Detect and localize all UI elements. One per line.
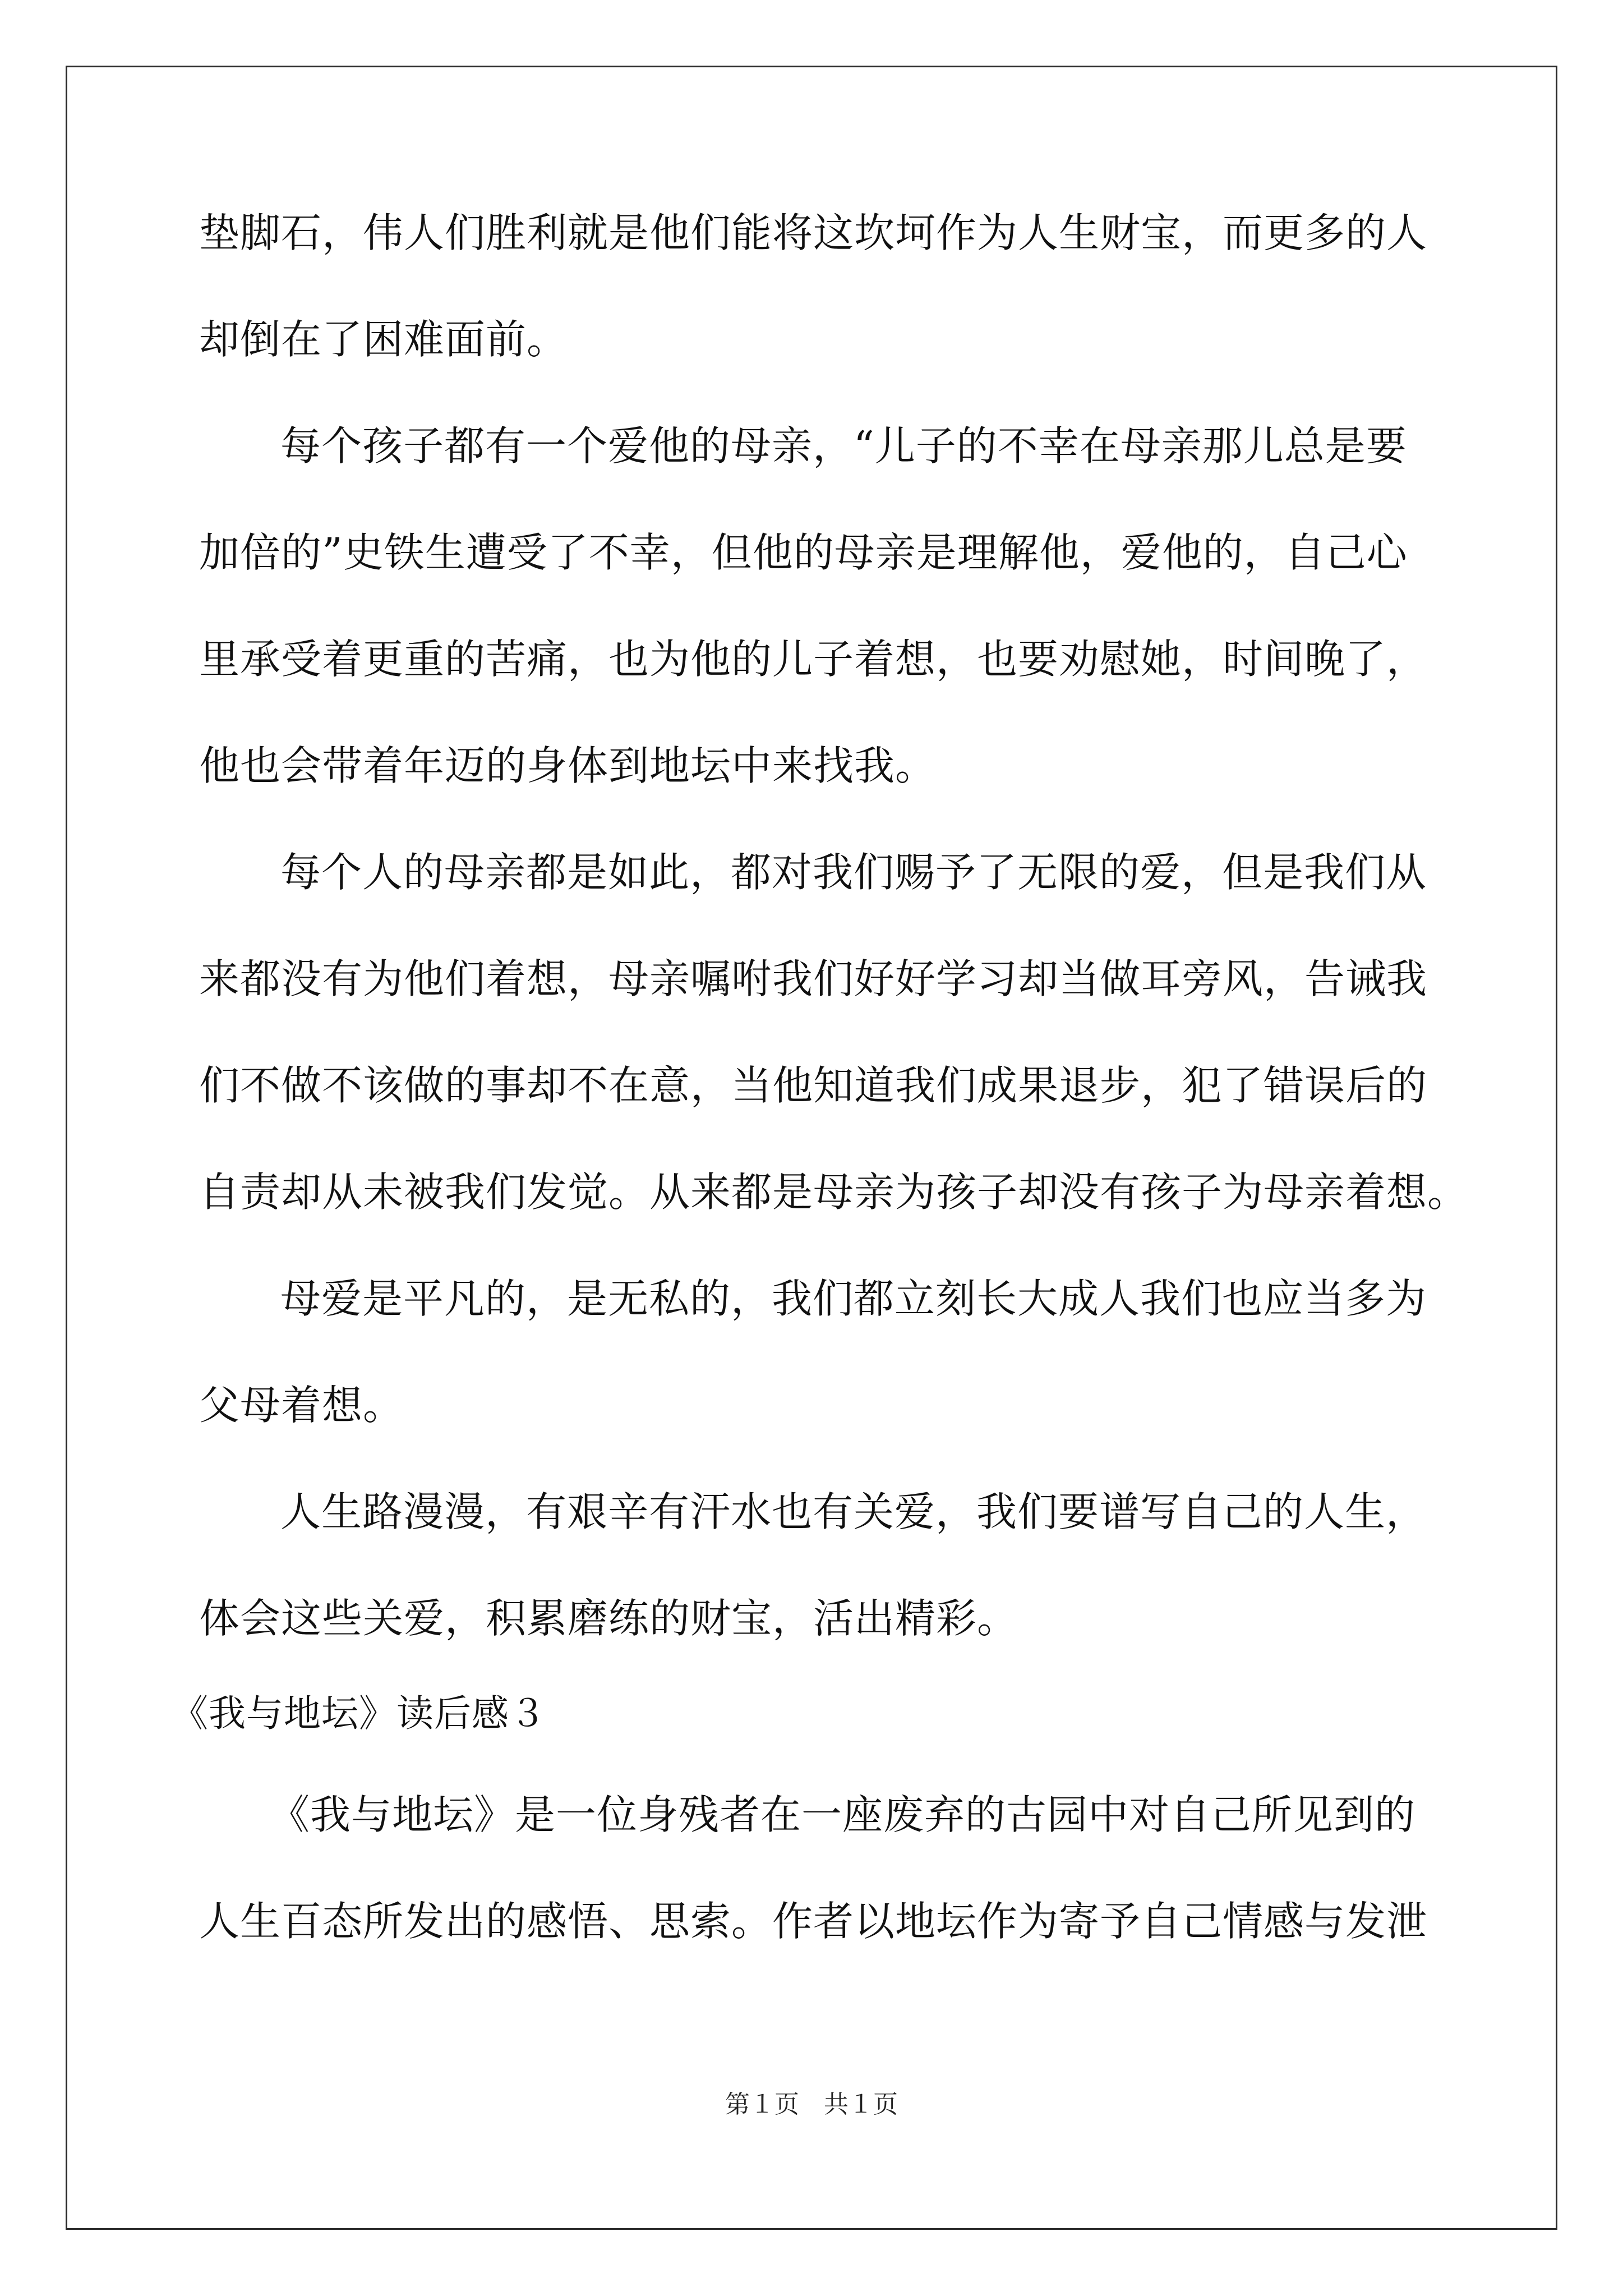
page-number: 第１页 共１页	[725, 2090, 898, 2119]
section-heading: 《我与地坛》读后感３	[171, 1692, 547, 1735]
text-line: 们不做不该做的事却不在意，当他知道我们成果退步，犯了错误后的	[199, 1062, 1428, 1109]
text-line: 自责却从未被我们发觉。从来都是母亲为孩子却没有孩子为母亲着想。	[199, 1168, 1469, 1216]
text-line: 却倒在了困难面前。	[199, 316, 568, 363]
text-line: 加倍的”史铁生遭受了不幸，但他的母亲是理解他，爱他的，自己心	[199, 529, 1408, 576]
text-line: 他也会带着年迈的身体到地坛中来找我。	[199, 742, 937, 789]
text-line: 人生百态所发出的感悟、思索。作者以地坛作为寄予自己情感与发泄	[199, 1898, 1428, 1945]
paragraph-start-line: 母爱是平凡的，是无私的，我们都立刻长大成人我们也应当多为	[280, 1275, 1427, 1322]
text-line: 垫脚石，伟人们胜利就是他们能将这坎坷作为人生财宝，而更多的人	[199, 209, 1428, 256]
page-footer	[0, 2084, 1623, 2120]
paragraph-start-line: 《我与地坛》是一位身残者在一座废弃的古园中对自己所见到的	[269, 1791, 1416, 1838]
paragraph-start-line: 每个孩子都有一个爱他的母亲，“儿子的不幸在母亲那儿总是要	[280, 422, 1407, 470]
text-line: 里承受着更重的苦痛，也为他的儿子着想，也要劝慰她，时间晚了，	[199, 636, 1428, 683]
text-line: 父母着想。	[199, 1382, 404, 1429]
text-line: 来都没有为他们着想，母亲嘱咐我们好好学习却当做耳旁风，告诫我	[199, 955, 1428, 1002]
paragraph-start-line: 每个人的母亲都是如此，都对我们赐予了无限的爱，但是我们从	[280, 849, 1427, 896]
paragraph-start-line: 人生路漫漫，有艰辛有汗水也有关爱，我们要谱写自己的人生，	[280, 1488, 1427, 1535]
text-line: 体会这些关爱，积累磨练的财宝，活出精彩。	[199, 1595, 1018, 1642]
